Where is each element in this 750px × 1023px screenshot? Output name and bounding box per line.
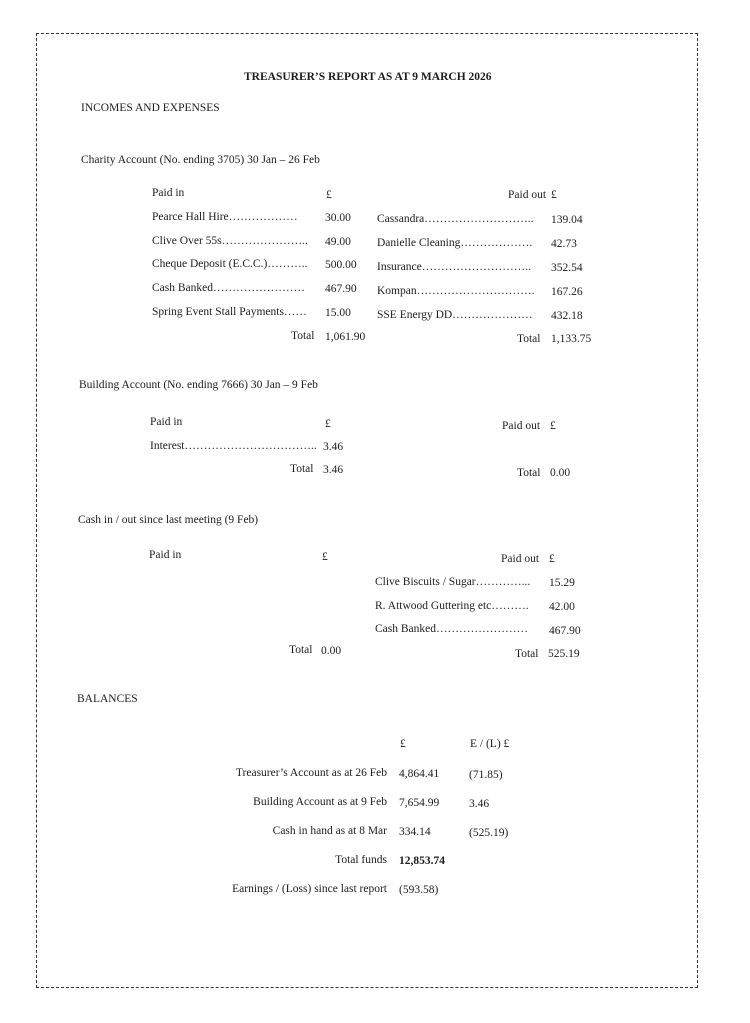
total-funds-value: 12,853.74 — [399, 855, 445, 867]
earnings-value: (593.58) — [399, 884, 439, 896]
balance-el-2: (525.19) — [469, 827, 509, 839]
cash-out-label-1: R. Attwood Guttering etc………. — [375, 600, 529, 612]
building-paid-out-label: Paid out — [502, 420, 541, 432]
balances-col-amount: £ — [400, 738, 406, 750]
charity-out-amount-3: 167.26 — [551, 286, 583, 298]
cash-heading: Cash in / out since last meeting (9 Feb) — [78, 514, 259, 526]
charity-out-label-4: SSE Energy DD………………… — [377, 309, 533, 321]
balance-el-1: 3.46 — [469, 798, 490, 810]
cash-out-amount-2: 467.90 — [549, 625, 581, 637]
charity-out-amount-2: 352.54 — [551, 262, 583, 274]
charity-in-label-4: Spring Event Stall Payments…… — [152, 306, 307, 318]
cash-total-out-label: Total — [515, 648, 539, 660]
charity-in-label-1: Clive Over 55s………………….. — [152, 235, 308, 247]
balance-label-0: Treasurer’s Account as at 26 Feb — [235, 767, 387, 779]
charity-currency-in: £ — [326, 189, 332, 201]
building-total-out-label: Total — [517, 467, 541, 479]
building-heading: Building Account (No. ending 7666) 30 Jan – 9 Feb — [79, 379, 318, 391]
balance-amount-1: 7,654.99 — [399, 797, 440, 809]
balances-heading: BALANCES — [77, 693, 138, 705]
charity-out-amount-4: 432.18 — [551, 310, 583, 322]
charity-out-label-1: Danielle Cleaning………………. — [377, 237, 533, 249]
charity-out-amount-0: 139.04 — [551, 214, 583, 226]
total-funds-label: Total funds — [335, 854, 387, 866]
cash-out-label-0: Clive Biscuits / Sugar…………... — [375, 576, 531, 588]
incomes-heading: INCOMES AND EXPENSES — [81, 102, 220, 114]
charity-in-label-3: Cash Banked…………………… — [152, 282, 306, 294]
building-in-amount-0: 3.46 — [323, 441, 344, 453]
cash-paid-out-label: Paid out — [501, 553, 540, 565]
cash-out-amount-0: 15.29 — [549, 577, 575, 589]
earnings-label: Earnings / (Loss) since last report — [232, 883, 387, 895]
building-currency-out: £ — [550, 420, 556, 432]
charity-out-amount-1: 42.73 — [551, 238, 577, 250]
balance-el-0: (71.85) — [469, 769, 503, 781]
cash-out-amount-1: 42.00 — [549, 601, 575, 613]
cash-currency-out: £ — [549, 553, 555, 565]
building-in-label-0: Interest…………………………….. — [150, 440, 317, 452]
building-currency-in: £ — [325, 418, 331, 430]
charity-in-amount-2: 500.00 — [325, 259, 357, 271]
building-total-in-label: Total — [290, 463, 314, 475]
cash-total-out: 525.19 — [548, 648, 580, 660]
charity-paid-out-label: Paid out — [508, 189, 547, 201]
charity-out-label-3: Kompan…………………………. — [377, 285, 535, 297]
cash-total-in-label: Total — [289, 644, 313, 656]
report-title: TREASURER’S REPORT AS AT 9 MARCH 2026 — [244, 71, 492, 83]
charity-heading: Charity Account (No. ending 3705) 30 Jan – 26 Feb — [81, 154, 320, 166]
cash-currency-in: £ — [322, 551, 328, 563]
charity-out-label-0: Cassandra……………………….. — [377, 213, 534, 225]
charity-currency-out: £ — [551, 189, 557, 201]
charity-in-amount-1: 49.00 — [325, 236, 351, 248]
charity-total-in-label: Total — [291, 330, 315, 342]
charity-total-out-label: Total — [517, 333, 541, 345]
balances-col-el: E / (L) £ — [470, 738, 510, 750]
charity-in-label-2: Cheque Deposit (E.C.C.)……….. — [152, 258, 308, 270]
charity-in-label-0: Pearce Hall Hire……………… — [152, 211, 298, 223]
charity-in-amount-0: 30.00 — [325, 212, 351, 224]
building-total-out: 0.00 — [550, 467, 571, 479]
charity-in-amount-3: 467.90 — [325, 283, 357, 295]
building-total-in: 3.46 — [323, 464, 344, 476]
cash-out-label-2: Cash Banked…………………… — [375, 623, 529, 635]
balance-amount-2: 334.14 — [399, 826, 431, 838]
charity-out-label-2: Insurance……………………….. — [377, 261, 531, 273]
cash-paid-in-label: Paid in — [149, 549, 182, 561]
page-border — [36, 33, 698, 988]
charity-in-amount-4: 15.00 — [325, 307, 351, 319]
charity-total-out: 1,133.75 — [551, 333, 592, 345]
balance-amount-0: 4,864.41 — [399, 768, 440, 780]
balance-label-1: Building Account as at 9 Feb — [253, 796, 387, 808]
building-paid-in-label: Paid in — [150, 416, 183, 428]
charity-total-in: 1,061.90 — [325, 331, 366, 343]
balance-label-2: Cash in hand as at 8 Mar — [272, 825, 387, 837]
cash-total-in: 0.00 — [321, 645, 342, 657]
charity-paid-in-label: Paid in — [152, 187, 185, 199]
